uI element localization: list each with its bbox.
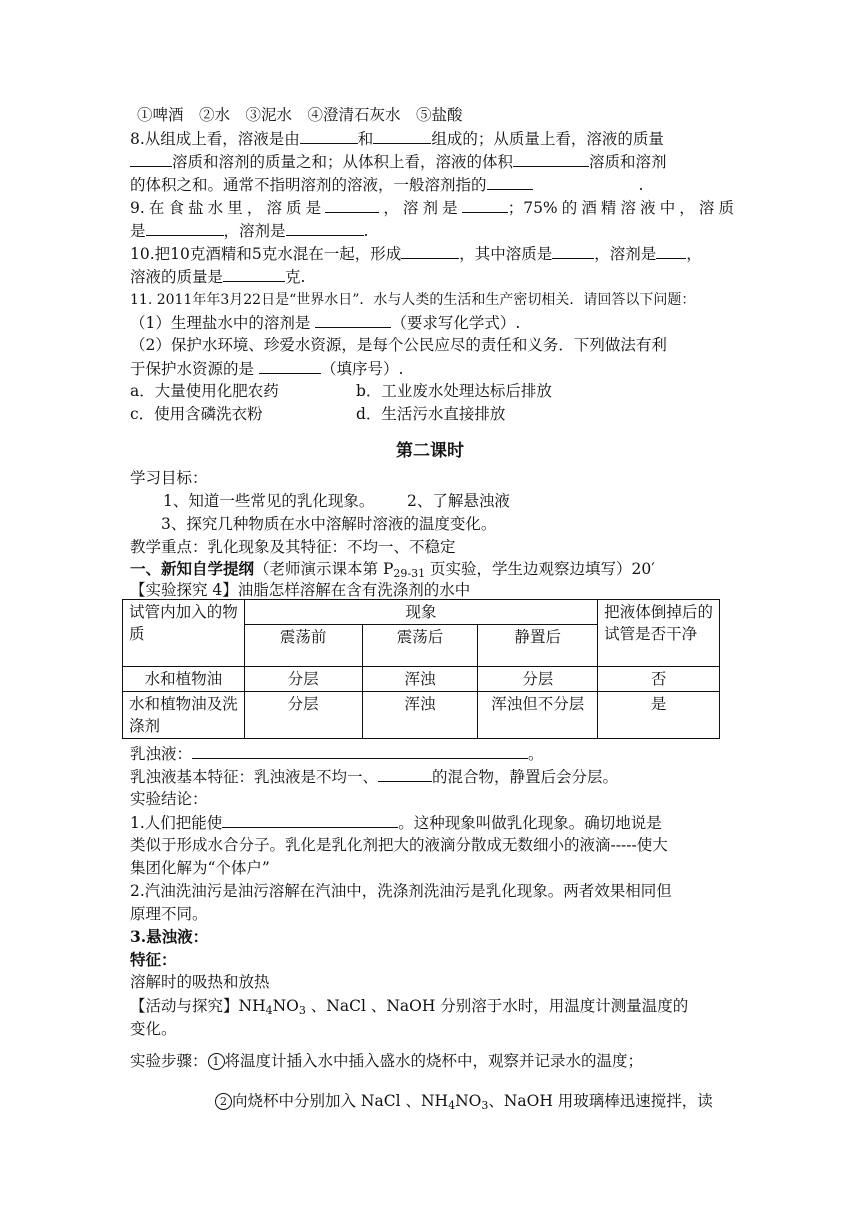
blank[interactable] (223, 265, 285, 282)
step-number-1: 1 (208, 1053, 225, 1070)
conclusion-2-cont: 原理不同。 (130, 905, 208, 923)
goals-line2: 3、探究几种物质在水中溶解时溶液的温度变化。 (161, 515, 497, 533)
header-after-shake: 震荡后 (362, 625, 478, 667)
q11-options-cd: c．使用含磷洗衣粉 d．生活污水直接排放 (130, 405, 506, 423)
emulsion-definition: 乳浊液： 。 (130, 742, 734, 765)
table-row: 水和植物油 分层 浑浊 分层 否 (123, 667, 720, 692)
blank[interactable] (462, 196, 508, 213)
blank[interactable] (378, 765, 432, 782)
blank[interactable] (487, 173, 533, 190)
suspension-heading: 3.悬浊液： (130, 927, 209, 946)
step-2: 2 向烧杯中分别加入 NaCl 、$NH_4NO_3$、NaOH 用玻璃棒迅速搅拌，读 (215, 1090, 740, 1117)
conclusion-1-cont: 类似于形成水合分子。乳化是乳化剂把大的液滴分散成无数细小的液滴-----使大 (130, 836, 668, 854)
q11-options-ab: a．大量使用化肥农药 b．工业废水处理达标后排放 (130, 382, 552, 400)
q8-line3: 的体积之和。通常不指明溶剂的溶液，一般溶剂指的 . (130, 173, 734, 196)
goals-line1: 1、知道一些常见的乳化现象。 2、了解悬浊液 (163, 492, 510, 510)
blank[interactable] (130, 150, 172, 167)
blank[interactable] (286, 219, 364, 236)
blank[interactable] (401, 242, 459, 259)
blank[interactable] (325, 196, 379, 213)
blank[interactable] (259, 357, 321, 374)
conclusion-label: 实验结论： (130, 790, 208, 808)
goals-label: 学习目标： (130, 469, 208, 487)
conclusion-2: 2.汽油洗油污是油污溶解在汽油中，洗涤剂洗油污是乳化现象。两者效果相同但 (130, 882, 672, 900)
header-after-standing: 静置后 (478, 625, 598, 667)
blank[interactable] (300, 127, 358, 144)
blank[interactable] (192, 742, 528, 759)
blank[interactable] (146, 219, 224, 236)
blank[interactable] (373, 127, 431, 144)
heat-heading: 溶解时的吸热和放热 (130, 973, 270, 991)
blank[interactable] (315, 311, 391, 328)
conclusion-1: 1.人们把能使 。这种现象叫做乳化现象。确切地说是 (130, 811, 734, 834)
key-points: 教学重点：乳化现象及其特征：不均一、不稳定 (130, 538, 456, 556)
section-one: 一、新知自学提纲（老师演示课本第 $P_{29-31}$ 页实验，学生边观察边填写）20′ (130, 559, 655, 580)
q11-part2-cont: 于保护水资源的是 （填序号）. (130, 357, 734, 380)
blank[interactable] (552, 242, 594, 259)
feature-heading: 特征： (130, 950, 177, 969)
activity-line-cont: 变化。 (130, 1020, 177, 1038)
activity-line: 【活动与探究】$NH_4NO_3$ 、NaCl 、NaOH 分别溶于水时，用温度计测量温度的 (130, 997, 689, 1017)
q9-line1: 9.在食盐水里，溶质是 ，溶剂是 ；75%的酒精溶液中，溶质 (130, 196, 734, 219)
header-phenomenon: 现象 (244, 600, 597, 625)
section-heading: 第二课时 (396, 441, 464, 461)
header-substance: 试管内加入的物质 (123, 600, 245, 667)
q10-line2: 溶液的质量是 克. (130, 265, 734, 288)
blank[interactable] (513, 150, 589, 167)
experiment-table (122, 599, 720, 739)
blank[interactable] (222, 811, 398, 828)
q8-line1: 8.从组成上看，溶液是由 和 组成的；从质量上看，溶液的质量 (130, 127, 734, 150)
q11-part2: （2）保护水环境、珍爱水资源，是每个公民应尽的责任和义务．下列做法有利 (130, 336, 667, 354)
emulsion-feature: 乳浊液基本特征：乳浊液是不均一、 的混合物，静置后会分层。 (130, 765, 734, 788)
conclusion-1-end: 集团化解为“个体户” (130, 859, 270, 877)
blank[interactable] (656, 242, 686, 259)
q11-part1: （1）生理盐水中的溶剂是 （要求写化学式）. (130, 311, 734, 334)
header-clean: 把液体倒掉后的试管是否干净 (598, 600, 720, 667)
q11-intro: 11. 2011年年3月22日是“世界水日”．水与人类的生活和生产密切相关．请回答以下问题： (130, 292, 696, 308)
header-before-shake: 震荡前 (244, 625, 362, 667)
experiment-4-title: 【实验探究 4】油脂怎样溶解在含有洗涤剂的水中 (130, 581, 471, 599)
q9-line2: 是 ，溶剂是 . (130, 219, 734, 242)
step-1: 实验步骤： 1 将温度计插入水中插入盛水的烧杯中，观察并记录水的温度； (130, 1052, 644, 1070)
step-number-2: 2 (215, 1093, 232, 1110)
options-line: ①啤酒 ②水 ③泥水 ④澄清石灰水 ⑤盐酸 (137, 106, 463, 124)
table-row: 水和植物油及洗涤剂 分层 浑浊 浑浊但不分层 是 (123, 692, 720, 739)
q8-line2: 溶质和溶剂的质量之和；从体积上看，溶液的体积 溶质和溶剂 (130, 150, 734, 173)
q10-line1: 10.把10克酒精和5克水混在一起，形成 ，其中溶质是 ，溶剂是 ， (130, 242, 734, 265)
